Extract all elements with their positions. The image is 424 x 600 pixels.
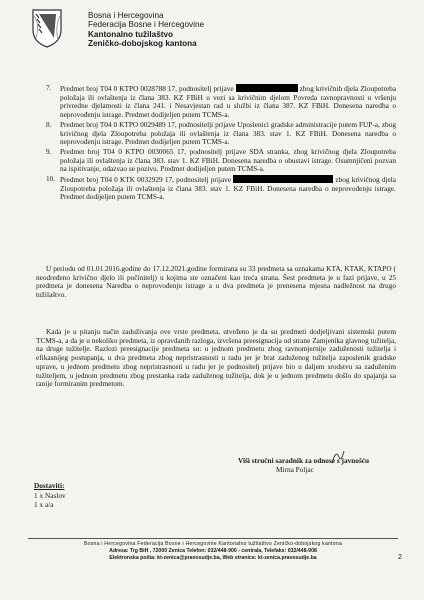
page-footer bbox=[28, 538, 398, 562]
delivery-block bbox=[34, 481, 66, 510]
item-text: Predmet broj T04 0 KTPO 0028788 17, podnositelj prijave bbox=[60, 84, 234, 93]
redaction-box bbox=[236, 84, 298, 92]
signature-scribble-icon bbox=[330, 447, 346, 467]
signature-name: Mirna Poljac bbox=[276, 464, 314, 474]
header-line-office: Kantonalno tužilaštvo bbox=[88, 29, 174, 39]
item-text: Predmet broj T04 0 KTPO 0030065 17, podnositelj prijave SDA stranka, zbog krivičnog djela Zloupotreba položaja ili ovlaštenja iz člana 383. stav 1. KZ FBiH. Donesena naredba o obustavi istrage. Osumnjičeni pozvan na ispitivanje, odazvao se pozivu. Predmet dodijeljen putem TCMS-a. bbox=[60, 146, 396, 174]
item-number: 8. bbox=[46, 119, 52, 129]
footer-contact: Elektronska pošta: kt-zenica@pravosudje.ba, Web stranica: kt-zenica.pravosudje.ba bbox=[109, 555, 317, 561]
page-number: 2 bbox=[398, 554, 402, 561]
list-item bbox=[46, 175, 396, 202]
header-line-canton: Zeničko-dobojskog kantona bbox=[88, 38, 197, 48]
item-number: 9. bbox=[46, 146, 52, 156]
delivery-line: 1 x a/a bbox=[34, 500, 54, 509]
coat-of-arms-icon bbox=[30, 8, 64, 48]
footer-address: Adresa: Trg BiH , 72000 Zenica Telefon: 032/448-900 - centrala, Telefaks: 032/448-908 bbox=[109, 548, 317, 554]
item-text-continued: zbog krivičnog djela Zloupotreba položaja ili ovlaštenja iz člana 383. stav 1. KZ FBiH. Donesena naredba o neprovođenju istrage. Predmet dodijeljen putem TCMS-a. bbox=[60, 175, 397, 202]
list-item bbox=[46, 148, 396, 174]
list-item bbox=[46, 121, 396, 147]
item-text: Predmet broj T04 0 KTPO 0029489 17, podnositelji prijave Uposlenici gradske administracije putem FUP-a, zbog krivičnog djela Zloupotreba položaja ili ovlaštenja iz člana 383. stav 1. KZ FBiH. Donesena naredba o neprovođenju istrage. Predmet dodijeljen putem TCMS-a. bbox=[60, 119, 396, 147]
header-line-federation: Federacija Bosne i Hercegovine bbox=[88, 20, 205, 30]
item-text-continued: zbog krivičnih djela Zloupotreba položaja ili ovlaštenja iz člana 383. KZ FBiH u vezi sa krivičnim djelom Povreda ravnopravnosti u vršenju privredne djelatnosti iz člana 241. i Nesavjestan rad u službi iz člana 387. KZ FBiH. Donesena naredba o neprovođenju istrage. Predmet dodijeljen putem TCMS-a. bbox=[60, 84, 397, 120]
case-list bbox=[46, 84, 396, 203]
assignment-paragraph: Kada je u pitanju način zaduživanja ovе vrste predmeta, utvrđeno je da su predmeti dodjeljivani sistemski putem TCMS-a, a da je u nekoliko predmeta, iz opravdanih razloga, izvršena preesignacija od strane Zamjenika glavnog tužitelja, na druge tužitelje. Razlozi preesignacije predmeta su: u jednom predmetu zbog ravnomjernije zaduženosti tužitelja i efikasnijeg postupanja, u dva predmeta zbog nepristrasnosti u radu jer je brat zaduženog tužitelja zaposlenik gradske uprave, u jednom predmetu zbog nepristrasnosti u radu jer je podnositelj prijave bio u daljem srodstvu sa zaduženim tužiteljem, u jednom predmetu zbog prestanka rada zaduženog tužitelja, dok je u jednom predmetu došlo do spajanja sa ranije formiranim predmetom. bbox=[36, 327, 396, 389]
delivery-line: 1 x Naslov bbox=[34, 490, 66, 500]
signature-title: Viši stručni saradnik za odnose s javnošću bbox=[238, 456, 370, 465]
footer-institution: Bosna i Hercegovina Federacija Bosne i Hercegovine Kantonalno tužilaštvo Zeničko-dobojskog kantona bbox=[83, 541, 343, 547]
item-text: Predmet broj T04 0 KTK 0032929 17, podnositelj prijave bbox=[60, 175, 231, 185]
header-line-country: Bosna i Hercegovina bbox=[88, 11, 164, 20]
summary-paragraph: U periodu od 01.01.2016.godine do 17.12.2021.godine formirana su 33 predmeta sa oznakama KTA, KTAK, KTAPO ( neodređeno krivično djelo ili počinitelj) u kojima ste označeni kao treća strana. Šest predmeta je u fazi prijave, u 25 predmeta je donesena Naredba o neprovođenju istrage a u dva predmeta je prenesena mjesna nadležnost na drugo tužilaštvo. bbox=[36, 264, 396, 300]
list-item bbox=[46, 84, 396, 120]
item-number: 10. bbox=[46, 174, 56, 184]
delivery-title: Dostaviti: bbox=[34, 481, 65, 490]
signature-block bbox=[238, 457, 369, 474]
letterhead bbox=[30, 8, 330, 52]
item-number: 7. bbox=[46, 83, 52, 92]
redaction-box bbox=[233, 175, 333, 183]
